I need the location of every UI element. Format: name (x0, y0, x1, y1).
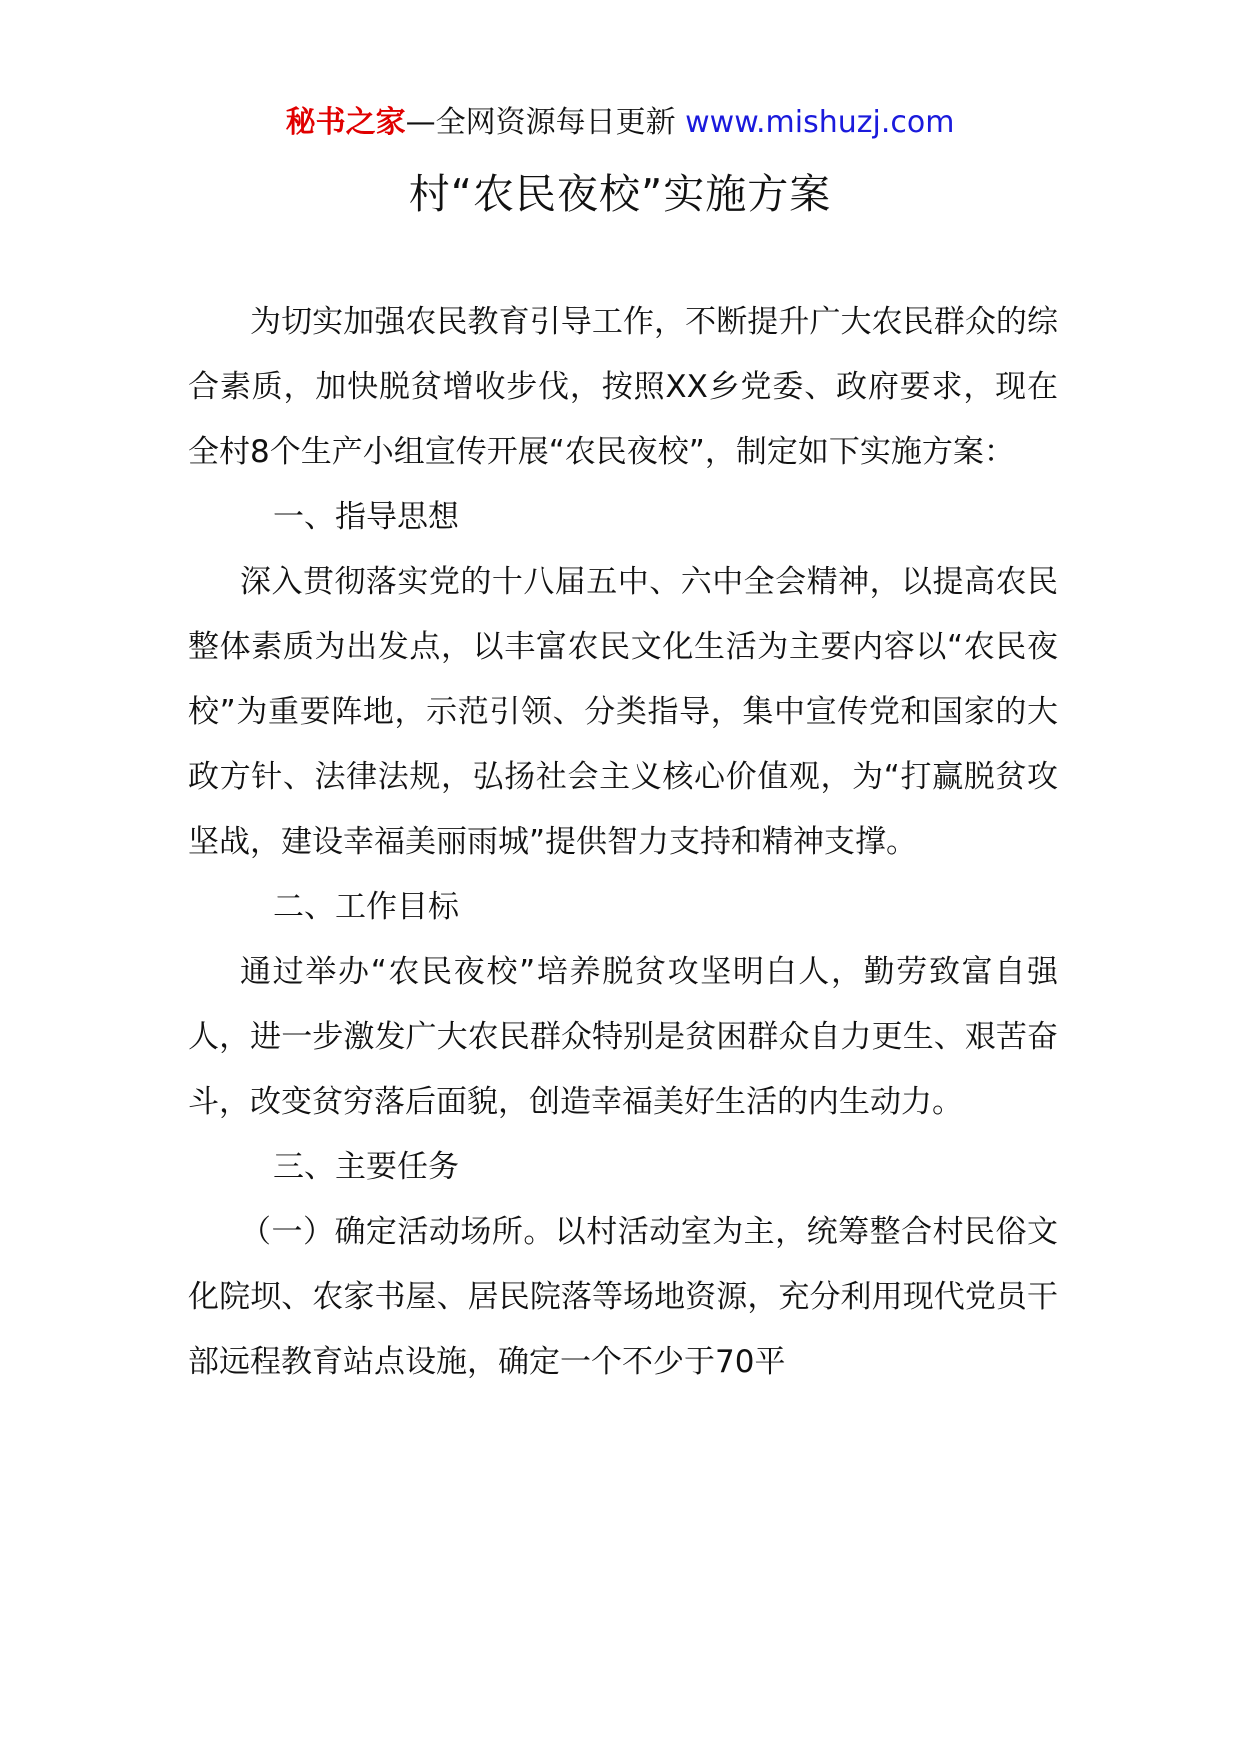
document-title: 村“农民夜校”实施方案 (408, 170, 832, 218)
site-url-link[interactable]: www.mishuzj.com (685, 105, 955, 140)
section-paragraph-guiding-ideology: 深入贯彻落实党的十八届五中、六中全会精神，以提高农民整体素质为出发点，以丰富农民文化生活为主要内容以“农民夜校”为重要阵地，示范引领、分类指导，集中宣传党和国家的大政方针、法律法规，弘扬社会主义核心价值观，为“打赢脱贫攻坚战，建设幸福美丽雨城”提供智力支持和精神支撑。 (188, 564, 1058, 860)
document-body (188, 290, 1058, 1395)
site-header (0, 101, 1240, 145)
section-heading-guiding-ideology: 一、指导思想 (273, 499, 459, 535)
section-paragraph-work-goals: 通过举办“农民夜校”培养脱贫攻坚明白人，勤劳致富自强人，进一步激发广大农民群众特别是贫困群众自力更生、艰苦奋斗，改变贫穷落后面貌，创造幸福美好生活的内生动力。 (188, 954, 1058, 1120)
brand-name: 秘书之家 (285, 105, 406, 140)
intro-paragraph: 为切实加强农民教育引导工作，不断提升广大农民群众的综合素质，加快脱贫增收步伐，按照XX乡党委、政府要求，现在全村8个生产小组宣传开展“农民夜校”，制定如下实施方案： (188, 304, 1058, 470)
section-heading-work-goals: 二、工作目标 (273, 889, 459, 925)
header-tagline: —全网资源每日更新 (405, 105, 676, 140)
section-paragraph-main-tasks-item1: （一）确定活动场所。以村活动室为主，统筹整合村民俗文化院坝、农家书屋、居民院落等场地资源，充分利用现代党员干部远程教育站点设施，确定一个不少于70平 (188, 1214, 1058, 1380)
section-heading-main-tasks: 三、主要任务 (273, 1149, 459, 1185)
